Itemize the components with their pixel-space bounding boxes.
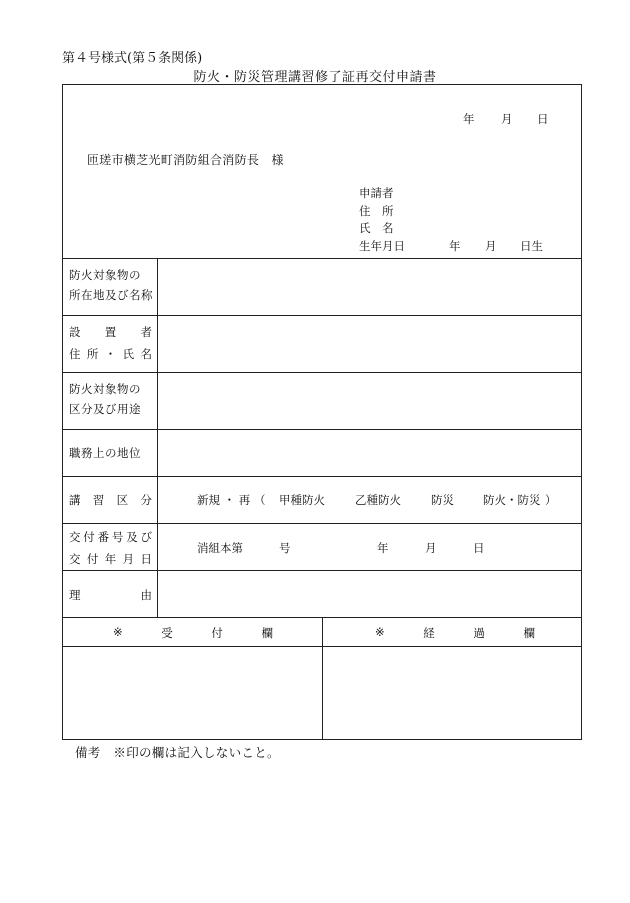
issue-label-line2: 交 付 年 月 日 [69,552,152,566]
course-type-prefix: 新規 ・ 再 （ [197,493,266,507]
applicant-label: 申請者 [359,186,394,200]
row-divider [63,429,581,430]
course-option-bousai: 防災 [431,493,454,507]
birthdate-label: 生年月日 [359,238,405,253]
date-day-label: 日 [537,112,549,126]
footer-note: 備考 ※印の欄は記入しないこと。 [75,745,280,760]
progress-column-header: ※ 経 過 欄 [375,625,535,640]
birth-month-label: 月 [485,238,497,253]
date-month-label: 月 [501,112,513,126]
row-divider [63,258,581,259]
date-year-label: 年 [463,112,475,126]
course-type-suffix: ） [545,493,557,507]
issue-label-line1: 交 付 番 号 及 び [69,530,152,544]
installer-label-line1: 設 置 者 [69,325,152,339]
issue-number-prefix: 消組本第 [197,541,243,555]
course-option-otsu: 乙種防火 [355,493,401,507]
office-use-divider [322,617,323,740]
issue-month-label: 月 [425,541,437,555]
course-label: 講 習 区 分 [69,493,152,507]
issue-year-label: 年 [377,541,389,555]
reception-column-header: ※ 受 付 欄 [113,625,273,640]
name-label: 氏 名 [359,221,394,235]
row-divider [63,570,581,571]
location-label: 防火対象物の 所在地及び名称 [69,268,153,302]
row-divider [63,523,581,524]
installer-label-line2: 住 所 ・ 氏 名 [69,347,152,361]
application-form-table [62,84,582,740]
label-column-divider [157,258,158,617]
issue-number-suffix: 号 [279,541,291,555]
address-label: 住 所 [359,203,394,218]
position-label: 職務上の地位 [69,446,141,460]
birth-day-label: 日生 [520,238,543,253]
issue-day-label: 日 [473,541,485,555]
row-divider [63,315,581,316]
birth-year-label: 年 [449,238,461,253]
birthdate-line [359,238,559,256]
applicant-block [359,185,559,255]
form-number: 第４号様式(第５条関係) [62,51,203,66]
course-option-kou: 甲種防火 [279,493,325,507]
row-divider [63,372,581,373]
reason-label: 理 由 [69,588,152,602]
row-divider [63,476,581,477]
form-title: 防火・防災管理講習修了証再交付申請書 [193,70,437,85]
addressee: 匝瑳市横芝光町消防組合消防長 様 [87,153,284,167]
category-label: 防火対象物の 区分及び用途 [69,382,141,416]
course-option-both: 防火・防災 [483,493,541,507]
